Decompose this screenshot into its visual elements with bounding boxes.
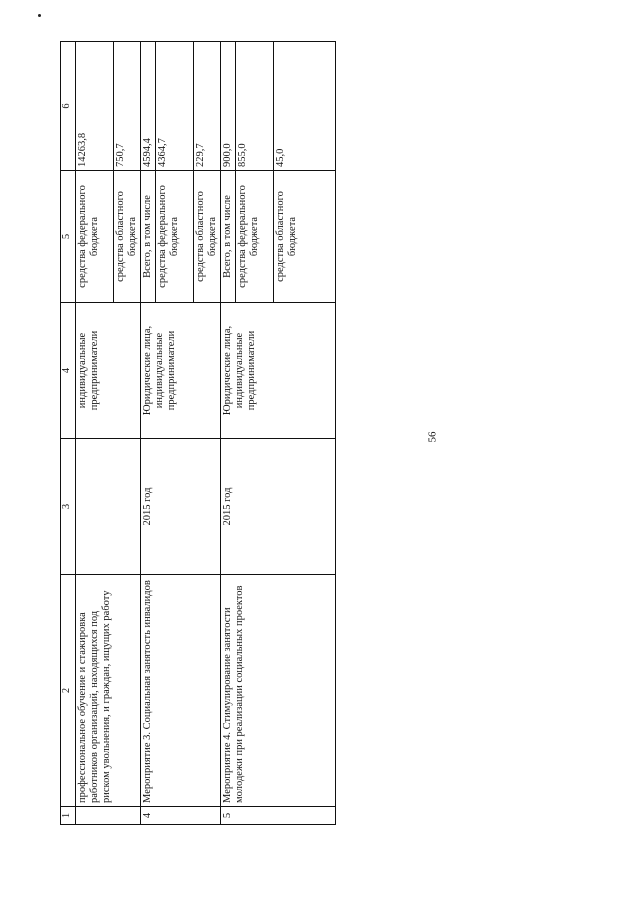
source-cell: Всего, в том числе — [221, 171, 236, 303]
table-row — [221, 42, 236, 825]
header-cell: 1 — [61, 807, 76, 825]
rotated-table-inner — [60, 42, 336, 825]
activity-cell: профессиональное обучение и стажировка работников организаций, находящихся под риском увольнения, и граждан, ищущих работу — [76, 575, 141, 807]
period-cell — [76, 439, 141, 575]
source-cell: средства областного бюджета — [194, 171, 221, 303]
executor-cell: индивидуальные предприниматели — [76, 303, 141, 439]
header-cell: 5 — [61, 171, 76, 303]
header-cell: 4 — [61, 303, 76, 439]
page-number: 56 — [426, 431, 439, 443]
source-cell: средства федерального бюджета — [236, 171, 274, 303]
amount-cell: 14263,8 — [76, 42, 114, 171]
source-cell: средства федерального бюджета — [156, 171, 194, 303]
header-row — [61, 42, 76, 825]
header-cell: 6 — [61, 42, 76, 171]
amount-cell: 4594,4 — [141, 42, 156, 171]
period-cell: 2015 год — [141, 439, 221, 575]
executor-cell: Юридические лица, индивидуальные предприниматели — [221, 303, 336, 439]
activity-cell: Мероприятие 3. Социальная занятость инвалидов — [141, 575, 221, 807]
budget-table — [60, 41, 336, 825]
header-cell: 3 — [61, 439, 76, 575]
rotated-table-container — [60, 42, 336, 825]
amount-cell: 45,0 — [274, 42, 336, 171]
table-row — [141, 42, 156, 825]
amount-cell: 4364,7 — [156, 42, 194, 171]
amount-cell: 750,7 — [114, 42, 141, 171]
source-cell: средства областного бюджета — [114, 171, 141, 303]
source-cell: средства областного бюджета — [274, 171, 336, 303]
scan-speck — [38, 14, 41, 17]
amount-cell: 855,0 — [236, 42, 274, 171]
amount-cell: 229,7 — [194, 42, 221, 171]
activity-cell: Мероприятие 4. Стимулирование занятости молодежи при реализации социальных проектов — [221, 575, 336, 807]
amount-cell: 900,0 — [221, 42, 236, 171]
row-number-cell: 5 — [221, 807, 336, 825]
header-cell: 2 — [61, 575, 76, 807]
executor-cell: Юридические лица, индивидуальные предприниматели — [141, 303, 221, 439]
row-number-cell — [76, 807, 141, 825]
source-cell: средства федерального бюджета — [76, 171, 114, 303]
source-cell: Всего, в том числе — [141, 171, 156, 303]
table-row — [76, 42, 114, 825]
row-number-cell: 4 — [141, 807, 221, 825]
period-cell: 2015 год — [221, 439, 336, 575]
